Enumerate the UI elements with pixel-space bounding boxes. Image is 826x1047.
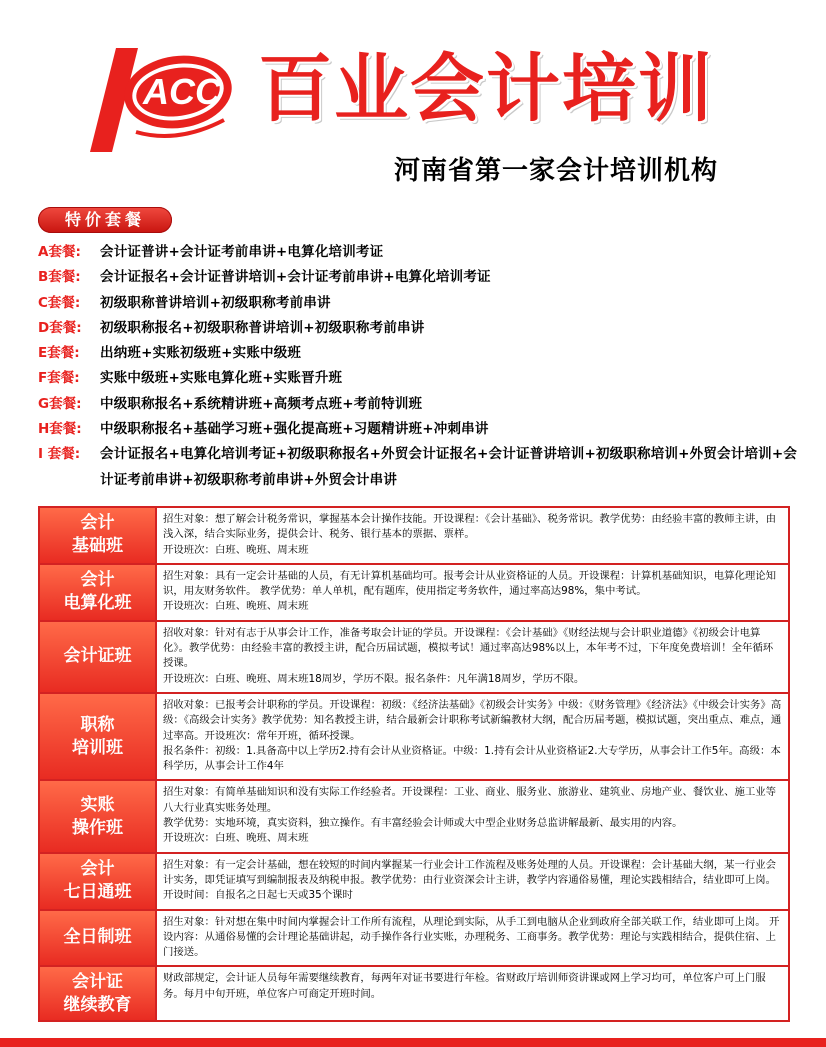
course-description-line: 招生对象：有简单基础知识和没有实际工作经验者。开设课程：工业、商业、服务业、旅游业、建筑业、房地产业、餐饮业、施工业等八大行业真实账务处理。 — [163, 786, 777, 814]
course-description-line: 开设班次：白班、晚班、周末班 — [163, 832, 309, 845]
course-description-line: 招生对象：想了解会计税务常识，掌握基本会计操作技能。开设课程：《会计基础》、税务常识。教学优势：由经验丰富的教师主讲，由浅入深，结合实际业务，提供会计、税务、银行基本的票据、票样。 — [163, 513, 777, 541]
package-label: F套餐: — [38, 370, 80, 387]
course-name-line: 实账 — [80, 794, 115, 815]
special-offer-heading: 特价套餐 — [38, 207, 172, 233]
course-name-line: 电算化班 — [63, 593, 132, 614]
package-text: 初级职称报名+初级职称普讲培训+初级职称考前串讲 — [100, 319, 425, 336]
package-label: D套餐: — [38, 319, 82, 336]
course-description-line: 开设班次：白班、晚班、周末班18周岁，学历不限。报名条件：凡年满18周岁，学历不限。 — [163, 672, 585, 685]
course-description-line: 招收对象：已报考会计职称的学员。开设课程：初级：《经济法基础》《初级会计实务》中级：《财务管理》《经济法》《中级会计实务》高级：《高级会计实务》教学优势：知名教授主讲，结合最新会计职称考试新编教材大纲，配合历届考题，模拟试题，突出重点、难点，通过率高。开设班次：常年开班，循环授课。 — [163, 698, 782, 742]
package-label: G套餐: — [38, 395, 82, 412]
course-description-line: 财政部规定，会计证人员每年需要继续教育，每两年对证书要进行年检。省财政厅培训师资讲课或网上学习均可，单位客户可上门服务。每月中旬开班，单位客户可商定开班时间。 — [163, 972, 766, 1000]
course-description — [156, 910, 789, 967]
course-name — [39, 780, 156, 852]
course-row — [39, 621, 789, 693]
course-name-line: 基础班 — [72, 536, 123, 557]
course-name-line: 会计 — [80, 859, 115, 880]
brand-title: 百业会计培训 — [258, 46, 714, 132]
package-item — [38, 392, 808, 417]
course-row — [39, 693, 789, 780]
course-description-line: 报名条件：初级：1.具备高中以上学历2.持有会计从业资格证。中级：1.持有会计从业资格证2.大专学历，从事会计工作5年。高级：本科学历，从事会计工作4年 — [163, 744, 781, 773]
course-description-line: 开设班次：白班、晚班、周末班 — [163, 600, 309, 613]
course-name-line: 全日制班 — [63, 927, 132, 948]
course-description — [156, 621, 789, 693]
course-name-line: 操作班 — [72, 817, 123, 838]
package-item — [38, 442, 808, 493]
course-description-line: 招收对象：针对有志于从事会计工作，准备考取会计证的学员。开设课程：《会计基础》《财经法规与会计职业道德》《初级会计电算化》。教学优势：由经验丰富的教授主讲，配合历届试题，模拟考试！通过率高达98%以上，本年考不过，下年度免费培训！全年循环授课。 — [163, 626, 774, 670]
course-description — [156, 966, 789, 1021]
course-name — [39, 507, 156, 564]
course-name — [39, 621, 156, 693]
course-name-line: 职称 — [80, 714, 115, 735]
bottom-accent-bar — [0, 1038, 826, 1047]
course-row — [39, 564, 789, 621]
package-item — [38, 417, 808, 442]
course-description — [156, 693, 789, 780]
course-name-line: 继续教育 — [63, 994, 132, 1015]
package-list — [38, 240, 808, 493]
course-description-line: 教学优势：实地环境，真实资料，独立操作。有丰富经验会计师或大中型企业财务总监讲解最新、最实用的内容。 — [163, 817, 683, 830]
package-text: 会计证普讲+会计证考前串讲+电算化培训考证 — [100, 244, 384, 260]
package-item — [38, 341, 808, 366]
course-name-line: 七日通班 — [63, 882, 132, 903]
course-description-line: 招生对象：针对想在集中时间内掌握会计工作所有流程，从理论到实际，从手工到电脑从企业到政府全部关联工作，结业即可上岗。 开设内容：从通俗易懂的会计理论基础讲起，动手操作各行业实账，办理税务、工商事务。教学优势：理论与实践相结合，提供住宿、上门接送。 — [163, 915, 780, 959]
package-text: 会计证报名+电算化培训考证+初级职称报名+外贸会计证报名+会计证普讲培训+初级职称培训+外贸会计培训+会计证考前串讲+初级职称考前串讲+外贸会计串讲 — [100, 446, 798, 488]
course-table — [38, 506, 790, 1022]
acc-logo-graphic — [86, 40, 236, 158]
course-name-line: 会计证班 — [63, 646, 132, 667]
course-description — [156, 780, 789, 852]
package-text: 中级职称报名+系统精讲班+高频考点班+考前特训班 — [100, 395, 423, 412]
course-description-line: 开设班次：白班、晚班、周末班 — [163, 543, 309, 556]
brand-slogan: 河南省第一家会计培训机构 — [394, 156, 719, 186]
course-name — [39, 966, 156, 1021]
package-label: E套餐: — [38, 345, 80, 362]
course-row — [39, 507, 789, 564]
package-item — [38, 240, 808, 265]
logo-text: ACC — [143, 71, 221, 112]
course-row — [39, 853, 789, 910]
package-item — [38, 366, 808, 391]
package-item — [38, 316, 808, 341]
package-text: 中级职称报名+基础学习班+强化提高班+习题精讲班+冲刺串讲 — [100, 421, 489, 438]
package-label: H套餐: — [38, 421, 82, 438]
package-item — [38, 265, 808, 290]
package-text: 出纳班+实账初级班+实账中级班 — [100, 345, 302, 362]
course-description — [156, 564, 789, 621]
course-name — [39, 693, 156, 780]
package-label: C套餐: — [38, 294, 81, 311]
package-label: B套餐: — [38, 269, 81, 286]
package-label: A套餐: — [38, 244, 81, 260]
package-text: 初级职称普讲培训+初级职称考前串讲 — [100, 294, 331, 311]
course-name-line: 培训班 — [72, 737, 123, 758]
course-name — [39, 910, 156, 967]
course-name — [39, 564, 156, 621]
course-name-line: 会计 — [80, 513, 115, 534]
course-row — [39, 966, 789, 1021]
course-name — [39, 853, 156, 910]
package-label: I 套餐: — [38, 446, 81, 463]
package-item — [38, 291, 808, 316]
course-description — [156, 507, 789, 564]
acc-logo — [86, 40, 236, 158]
course-name-line: 会计证 — [72, 971, 123, 992]
package-text: 实账中级班+实账电算化班+实账晋升班 — [100, 370, 343, 387]
course-row — [39, 780, 789, 852]
course-description-line: 招生对象：有一定会计基础，想在较短的时间内掌握某一行业会计工作流程及账务处理的人员。开设课程：会计基础大纲，某一行业会计实务，即凭证填写到编制报表及纳税申报。教学优势：由行业资深会计主讲，教学内容通俗易懂，理论实践相结合，结业即可上岗。 开设时间：自报名之日起七天或35个课时 — [163, 858, 777, 902]
course-description-line: 招生对象：具有一定会计基础的人员，有无计算机基础均可。报考会计从业资格证的人员。开设课程：计算机基础知识，电算化理论知识，用友财务软件。 教学优势：单人单机，配有题库，使用指定考务软件，通过率高达98%，集中考试。 — [163, 569, 777, 598]
course-row — [39, 910, 789, 967]
package-text: 会计证报名+会计证普讲培训+会计证考前串讲+电算化培训考证 — [100, 269, 491, 286]
course-name-line: 会计 — [80, 570, 115, 591]
course-description — [156, 853, 789, 910]
